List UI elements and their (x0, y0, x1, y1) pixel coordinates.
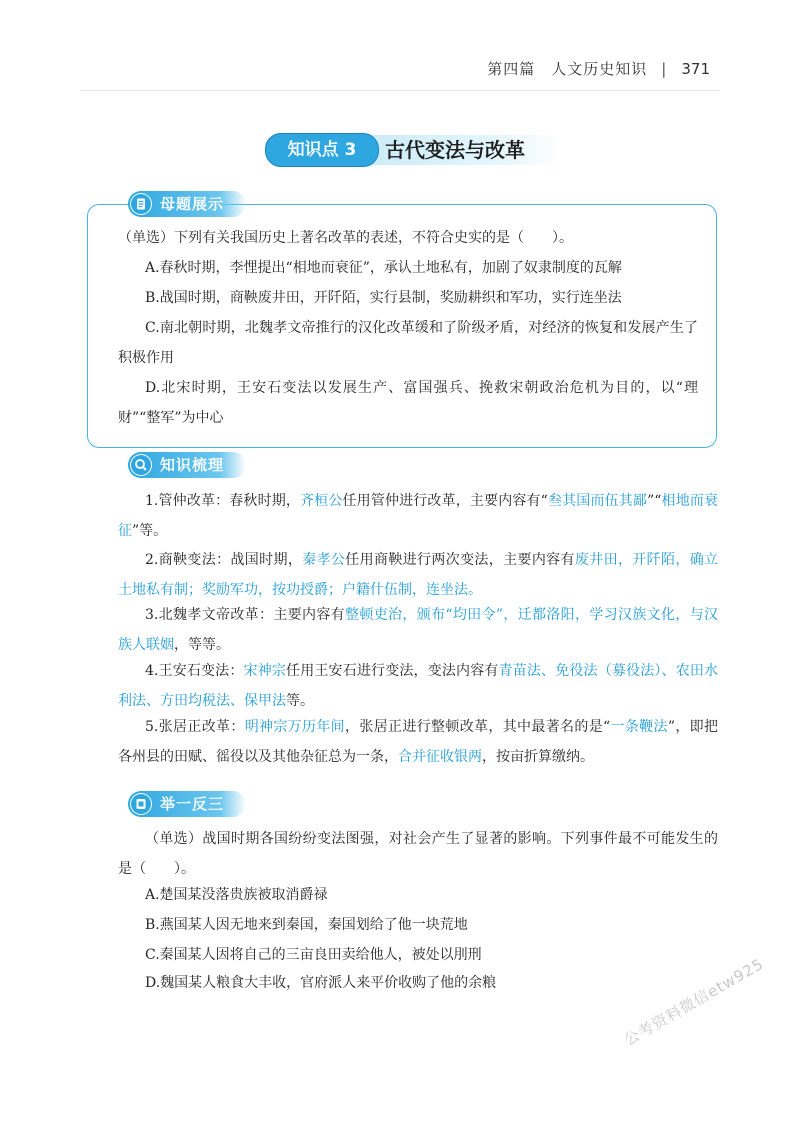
item-text: 任用商鞅进行两次变法，主要内容有 (345, 552, 575, 568)
item-text: ，等等。 (174, 637, 230, 653)
header-section: 第四篇 人文历史知识 (487, 60, 648, 78)
item-text: 3.北魏孝文帝改革：主要内容有 (145, 607, 346, 623)
highlight-text: 叁其国而伍其鄙 (547, 493, 648, 509)
item-text: ”“ (647, 493, 662, 509)
highlight-text: 合并征收银两 (398, 749, 482, 765)
notebook-icon (130, 793, 152, 815)
knowledge-point-badge: 知识点 3 (265, 133, 379, 167)
header-rule (80, 90, 720, 91)
section-label-text: 知识梳理 (128, 452, 246, 478)
item-text: 等。 (286, 693, 314, 709)
highlight-text: 宋神宗 (243, 663, 287, 679)
mother-question: （单选）下列有关我国历史上著名改革的表述，不符合史实的是（ ）。 (118, 230, 573, 246)
highlight-text: 一条鞭法 (610, 719, 668, 735)
highlight-text: 齐桓公 (300, 493, 343, 509)
section-label-text: 母题展示 (128, 191, 246, 217)
watermark: 公考资料微信etw925 (621, 954, 767, 1050)
header-separator: | (661, 60, 668, 78)
practice-option-c: C.秦国某人因将自己的三亩良田卖给他人，被处以刖刑 (145, 947, 482, 963)
item-text: 4.王安石变法： (145, 663, 244, 679)
item-text: 2.商鞅变法：战国时期， (145, 552, 303, 568)
knowledge-item-1 (118, 486, 718, 546)
mother-option-c: C.南北朝时期，北魏孝文帝推行的汉化改革缓和了阶级矛盾，对经济的恢复和发展产生了积极作用 (118, 320, 698, 366)
highlight-text: 青苗法、免役法（募役法）、农田水利法、方田均税法、保甲法 (118, 663, 719, 709)
practice-option-b: B.燕国某人因无地来到秦国，秦国划给了他一块荒地 (145, 917, 468, 933)
item-text: 5.张居正改革： (145, 719, 245, 735)
running-header (487, 58, 710, 79)
highlight-text: 明神宗万历年间 (244, 719, 346, 735)
practice-option-a: A.楚国某没落贵族被取消爵禄 (145, 887, 328, 903)
document-icon (130, 193, 152, 215)
magnifier-icon (130, 454, 152, 476)
section-label-text: 举一反三 (128, 791, 246, 817)
mother-option-a: A.春秋时期，李悝提出“相地而衰征”，承认土地私有，加剧了奴隶制度的瓦解 (145, 260, 622, 276)
knowledge-point-title (265, 133, 563, 167)
knowledge-point-heading: 古代变法与改革 (363, 135, 561, 165)
item-text: 任用王安石进行变法，变法内容有 (286, 663, 499, 679)
mother-option-d: D.北宋时期，王安石变法以发展生产、富国强兵、挽救宋朝政治危机为目的，以“理财”“整军”为中心 (118, 380, 698, 426)
knowledge-item-2 (118, 545, 718, 605)
highlight-text: 废井田，开阡陌，确立土地私有制；奖励军功，按功授爵；户籍什伍制，连坐法。 (118, 552, 719, 598)
item-text: ，张居正进行整顿改革，其中最著名的是“ (345, 719, 611, 735)
item-text: 1.管仲改革：春秋时期， (145, 493, 301, 509)
knowledge-item-5 (118, 712, 718, 772)
item-text: ，按亩折算缴纳。 (482, 749, 594, 765)
knowledge-item-4 (118, 656, 718, 716)
practice-option-d: D.魏国某人粮食大丰收，官府派人来平价收购了他的余粮 (145, 975, 497, 991)
item-text: ”等。 (132, 523, 168, 539)
knowledge-item-3 (118, 600, 718, 660)
item-text: 任用管仲进行改革，主要内容有“ (342, 493, 548, 509)
page-number: 371 (681, 60, 710, 78)
highlight-text: 整顿吏治，颁布“均田令”，迁都洛阳，学习汉族文化，与汉族人联姻 (118, 607, 718, 653)
practice-question: （单选）战国时期各国纷纷变法图强，对社会产生了显著的影响。下列事件最不可能发生的是（ ）。 (118, 831, 718, 877)
mother-option-b: B.战国时期，商鞅废井田，开阡陌，实行县制，奖励耕织和军功，实行连坐法 (145, 290, 622, 306)
highlight-text: 秦孝公 (302, 552, 346, 568)
highlight-text: 相地而衰征 (118, 493, 719, 539)
item-text: ”，即把各州县的田赋、徭役以及其他杂征总为一条， (118, 719, 719, 765)
